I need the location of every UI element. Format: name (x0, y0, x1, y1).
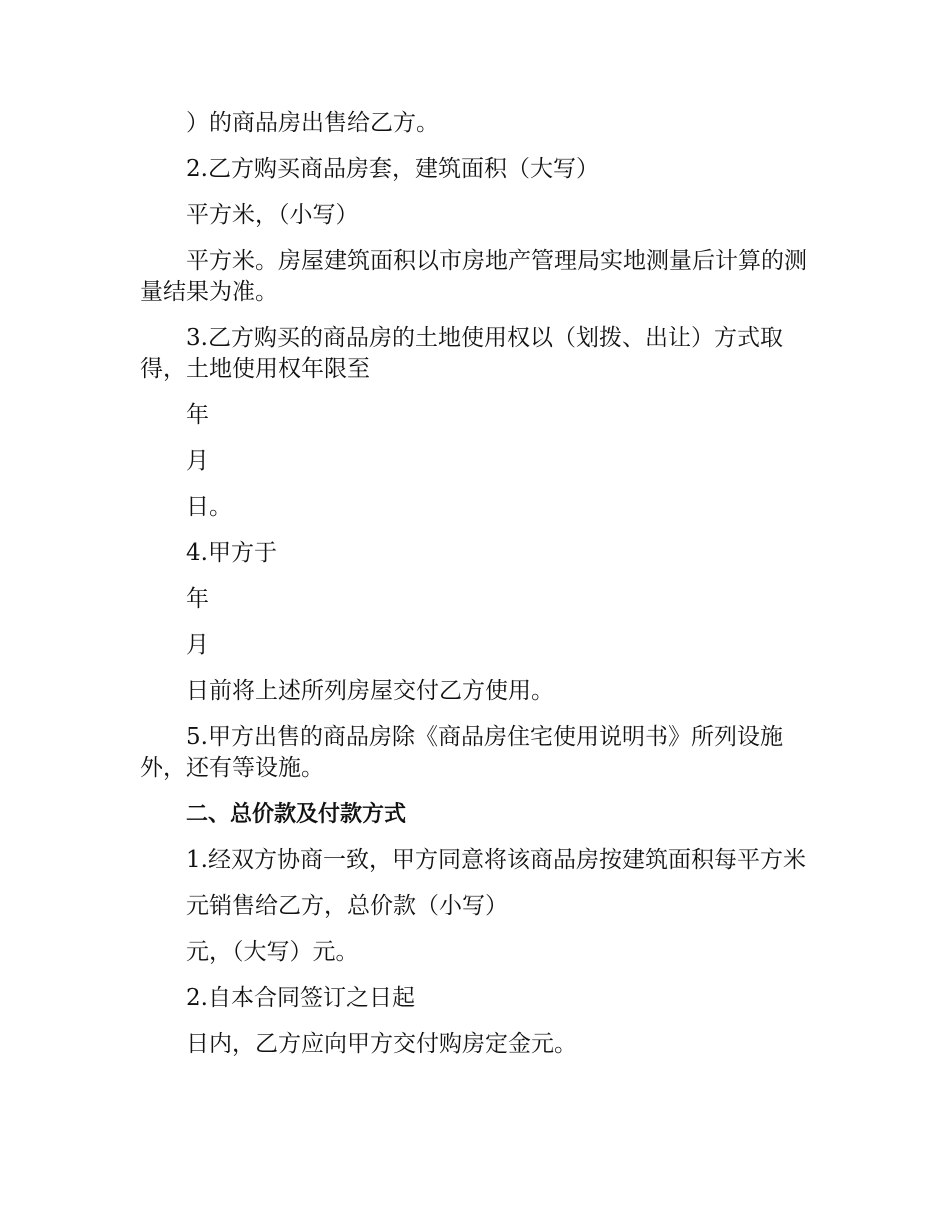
paragraph-sale-clause: ）的商品房出售给乙方。 (186, 110, 439, 136)
paragraph-total-price-uppercase: 元，（大写）元。 (186, 939, 359, 965)
paragraph-area-measurement: 平方米。房屋建筑面积以市房地产管理局实地测量后计算的测量结果为准。 (140, 248, 807, 305)
paragraph-year: 年 (186, 402, 209, 428)
document-body (140, 108, 808, 1075)
paragraph-month: 月 (186, 448, 209, 474)
paragraph-item-4: 4.甲方于 (186, 540, 277, 566)
paragraph-price-item-1: 1.经双方协商一致，甲方同意将该商品房按建筑面积每平方米 (186, 847, 806, 873)
paragraph-item-5: 5.甲方出售的商品房除《商品房住宅使用说明书》所列设施外，还有等设施。 (140, 724, 783, 781)
paragraph-delivery-month: 月 (186, 632, 209, 658)
paragraph-price-item-2: 2.自本合同签订之日起 (186, 985, 415, 1011)
paragraph-delivery-day: 日前将上述所列房屋交付乙方使用。 (186, 678, 554, 704)
paragraph-item-2: 2.乙方购买商品房套，建筑面积（大写） (186, 156, 599, 182)
paragraph-deposit: 日内，乙方应向甲方交付购房定金元。 (186, 1031, 577, 1057)
paragraph-day: 日。 (186, 494, 232, 520)
paragraph-delivery-year: 年 (186, 586, 209, 612)
paragraph-item-3: 3.乙方购买的商品房的土地使用权以（划拨、出让）方式取得，土地使用权年限至 (140, 325, 783, 382)
paragraph-total-price-lowercase: 元销售给乙方，总价款（小写） (186, 893, 508, 919)
paragraph-area-lowercase: 平方米，（小写） (186, 202, 359, 228)
section-heading-price-payment: 二、总价款及付款方式 (186, 802, 407, 827)
